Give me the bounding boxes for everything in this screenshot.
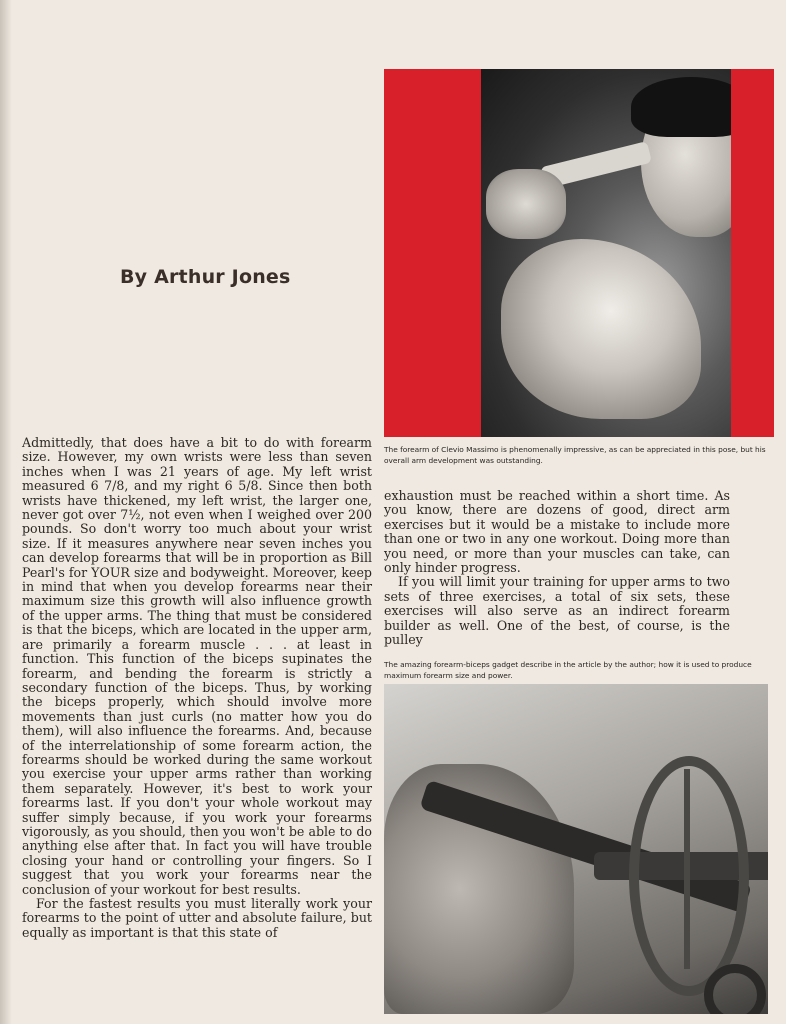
- photo-caption-bottom: The amazing forearm-biceps gadget describe in the article by the author; how it is used to produce maximum forearm size and power.: [384, 660, 752, 680]
- weight-plate: [704, 964, 766, 1014]
- page-edge: [0, 0, 12, 1024]
- paragraph: Admittedly, that does have a bit to do with forearm size. However, my own wrists were less than seven inches when I was 21 years of age. My left wrist measured 6 7/8, and my right 6 5/8. Since then both wrists have thickened, my left wrist, the larger one, never got over 7½, not even when I weighed over 200 pounds. So don't worry too much about your wrist size. If it measures anywhere near seven inches you can develop forearms that will be in proportion as Bill Pearl's for YOUR size and bodyweight. Moreover, keep in mind that when you develop forearms near their maximum size this growth will also influence growth of the upper arms. The thing that must be considered is that the biceps, which are located in the upper arm, are primarily a forearm muscle . . . at least in function. This function of the biceps supinates the forearm, and bending the forearm is strictly a secondary function of the biceps. Thus, by working the biceps properly, which should involve more movements than just curls (no matter how you do them), will also influence the forearms. And, because of the interrelationship of some forearm action, the forearms should be worked during the same workout you exercise your upper arms rather than working them separately. However, it's best to work your forearms last. If you don't your whole workout may suffer simply because, if you work your forearms vigorously, as you should, then you won't be able to do anything else after that. In fact you will have trouble closing your hand or controlling your fingers. So I suggest that you work your forearms near the conclusion of your workout for best results.: [22, 435, 372, 897]
- paragraph: For the fastest results you must literally work your forearms to the point of utter and absolute failure, but equally as important is that this state of: [22, 896, 372, 940]
- photo-grayscale-area: [481, 69, 731, 437]
- photo-forearm-gadget: [384, 684, 774, 1014]
- paragraph: exhaustion must be reached within a short time. As you know, there are dozens of good, direct arm exercises but it would be a mistake to include more than one or two in any one workout. Doing more than you need, or more than your muscles can take, can only hinder progress.: [384, 488, 730, 576]
- article-column-right: [384, 489, 730, 647]
- byline: By Arthur Jones: [120, 266, 291, 288]
- photo-caption-top: The forearm of Clevio Massimo is phenomenally impressive, as can be appreciated in this pose, but his overall arm development was outstanding.: [384, 445, 766, 465]
- photo-forearm-pose: [384, 69, 774, 437]
- article-column-left: [22, 436, 372, 940]
- paragraph: If you will limit your training for upper arms to two sets of three exercises, a total of six sets, these exercises will also serve as an indirect forearm builder as well. One of the best, of course, is the pulley: [384, 574, 730, 648]
